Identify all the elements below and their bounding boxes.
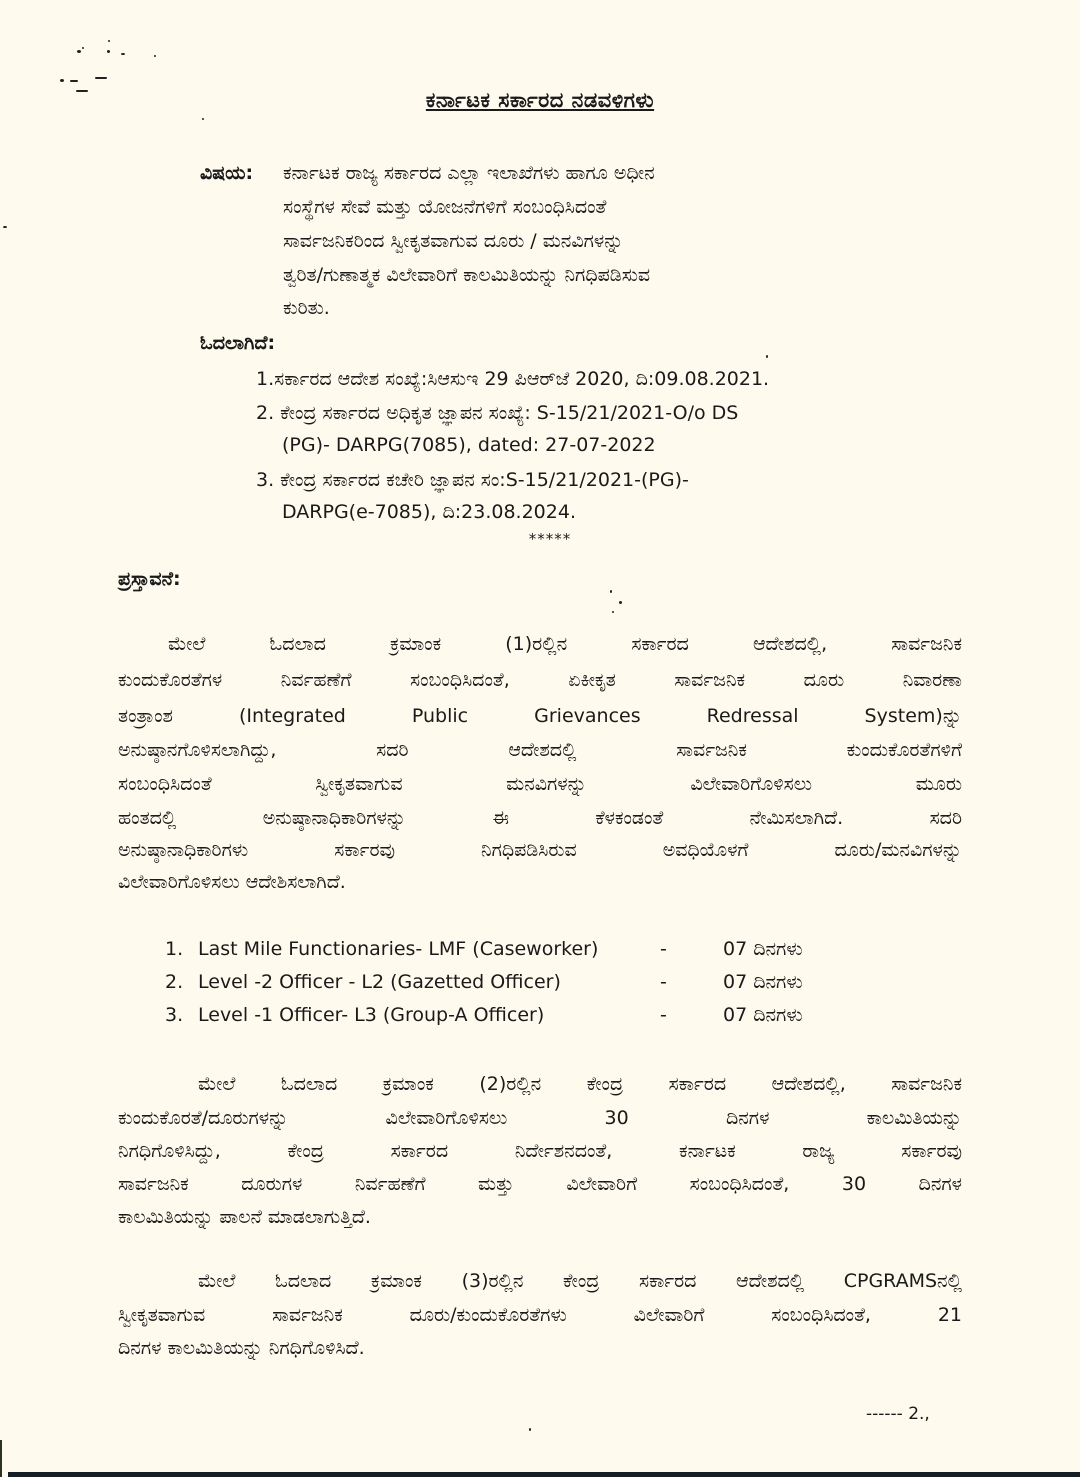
preamble-label: ಪ್ರಸ್ತಾವನೆ: [118, 568, 181, 590]
officer-list-number: 3. [165, 1004, 184, 1026]
references-label: ಓದಲಾಗಿದೆ: [200, 332, 276, 354]
continuation-marker: ------ 2., [866, 1404, 930, 1424]
paragraph-2-line: ನಿಗಧಿಗೊಳಿಸಿದ್ದು, ಕೇಂದ್ರ ಸರ್ಕಾರದ ನಿರ್ದೇಶನದಂತೆ, ಕರ್ನಾಟಕ ರಾಜ್ಯ ಸರ್ಕಾರವು [118, 1140, 962, 1162]
paragraph-2-line: ಕಾಲಮಿತಿಯನ್ನು ಪಾಲನೆ ಮಾಡಲಾಗುತ್ತಿದೆ. [118, 1206, 371, 1228]
subject-line: ಸಾರ್ವಜನಿಕರಿಂದ ಸ್ವೀಕೃತವಾಗುವ ದೂರು / ಮನವಿಗಳನ್ನು [283, 230, 624, 252]
paragraph-3-line: ಸ್ವೀಕೃತವಾಗುವ ಸಾರ್ವಜನಿಕ ದೂರು/ಕುಂದುಕೊರತೆಗಳು ವಿಲೇವಾರಿಗೆ ಸಂಬಂಧಿಸಿದಂತೆ, 21 [118, 1304, 962, 1326]
officer-list-item [165, 936, 803, 962]
subject-line: ಕರ್ನಾಟಕ ರಾಜ್ಯ ಸರ್ಕಾರದ ಎಲ್ಲಾ ಇಲಾಖೆಗಳು ಹಾಗೂ ಅಧೀನ [283, 162, 655, 184]
scan-left-edge [0, 1440, 2, 1477]
officer-list-name: Level -1 Officer- L3 (Group-A Officer) [198, 1004, 545, 1026]
scan-speck [766, 355, 768, 358]
document-title: ಕರ್ನಾಟಕ ಸರ್ಕಾರದ ನಡವಳಿಗಳು [425, 88, 655, 112]
officer-list-item [165, 969, 803, 995]
paragraph-2-line: ಮೇಲೆ ಓದಲಾದ ಕ್ರಮಾಂಕ (2)ರಲ್ಲಿನ ಕೇಂದ್ರ ಸರ್ಕಾರದ ಆದೇಶದಲ್ಲಿ, ಸಾರ್ವಜನಿಕ [198, 1073, 962, 1095]
scan-speck [60, 79, 64, 82]
officer-list-days: 07 ದಿನಗಳು [723, 971, 803, 993]
paragraph-2-line: ಕುಂದುಕೊರತೆ/ದೂರುಗಳನ್ನು ವಿಲೇವಾರಿಗೊಳಿಸಲು 30 ದಿನಗಳ ಕಾಲಮಿತಿಯನ್ನು [118, 1107, 962, 1129]
subject-label: ವಿಷಯ: [200, 162, 254, 184]
officer-list-dash: - [660, 1004, 667, 1026]
scan-speck [154, 55, 156, 57]
scan-speck [70, 80, 78, 82]
paragraph-1-line: ಕುಂದುಕೊರತೆಗಳ ನಿರ್ವಹಣೆಗೆ ಸಂಬಂಧಿಸಿದಂತೆ, ಏಕೀಕೃತ ಸಾರ್ವಜನಿಕ ದೂರು ನಿವಾರಣಾ [118, 669, 962, 691]
reference-item-2: 2. ಕೇಂದ್ರ ಸರ್ಕಾರದ ಅಧಿಕೃತ ಜ್ಞಾಪನ ಸಂಖ್ಯೆ: S-15/21/2021-O/o DS [256, 402, 739, 424]
reference-item-1: 1.ಸರ್ಕಾರದ ಆದೇಶ ಸಂಖ್ಯೆ:ಸಿಆಸುಇ 29 ಪಿಆರ್‌ಜೆ 2020, ದಿ:09.08.2021. [256, 368, 770, 390]
officer-list-item [165, 1002, 803, 1028]
officer-list-name: Level -2 Officer - L2 (Gazetted Officer) [198, 971, 561, 993]
scan-speck [77, 50, 81, 53]
paragraph-1-line: ಅನುಷ್ಠಾನಗೊಳಿಸಲಾಗಿದ್ದು, ಸದರಿ ಆದೇಶದಲ್ಲಿ ಸಾರ್ವಜನಿಕ ಕುಂದುಕೊರತೆಗಳಿಗೆ [118, 739, 962, 761]
reference-item-3: 3. ಕೇಂದ್ರ ಸರ್ಕಾರದ ಕಚೇರಿ ಜ್ಞಾಪನ ಸಂ:S-15/21/2021-(PG)- [256, 469, 689, 491]
paragraph-1-line: ಸಂಬಂಧಿಸಿದಂತೆ ಸ್ವೀಕೃತವಾಗುವ ಮನವಿಗಳನ್ನು ವಿಲೇವಾರಿಗೊಳಿಸಲು ಮೂರು [118, 773, 962, 795]
paragraph-1-line: ಅನುಷ್ಠಾನಾಧಿಕಾರಿಗಳು ಸರ್ಕಾರವು ನಿಗಧಿಪಡಿಸಿರುವ ಅವಧಿಯೊಳಗೆ ದೂರು/ಮನವಿಗಳನ್ನು [118, 839, 962, 861]
scan-speck [529, 1428, 531, 1431]
scan-speck [610, 590, 612, 593]
subject-line: ತ್ವರಿತ/ಗುಣಾತ್ಮಕ ವಿಲೇವಾರಿಗೆ ಕಾಲಮಿತಿಯನ್ನು ನಿಗಧಿಪಡಿಸುವ [283, 264, 651, 286]
officer-list-dash: - [660, 938, 667, 960]
officer-list-number: 2. [165, 971, 184, 993]
paragraph-2-line: ಸಾರ್ವಜನಿಕ ದೂರುಗಳ ನಿರ್ವಹಣೆಗೆ ಮತ್ತು ವಿಲೇವಾರಿಗೆ ಸಂಬಂಧಿಸಿದಂತೆ, 30 ದಿನಗಳ [118, 1173, 962, 1195]
paragraph-3-line: ದಿನಗಳ ಕಾಲಮಿತಿಯನ್ನು ನಿಗಧಿಗೊಳಿಸಿದೆ. [118, 1337, 365, 1359]
officer-list-name: Last Mile Functionaries- LMF (Caseworker) [198, 938, 599, 960]
scan-speck [82, 47, 84, 49]
subject-line: ಸಂಸ್ಥೆಗಳ ಸೇವೆ ಮತ್ತು ಯೋಜನೆಗಳಿಗೆ ಸಂಬಂಧಿಸಿದಂತೆ [283, 196, 607, 218]
scan-speck [121, 53, 125, 55]
paragraph-1-line: ತಂತ್ರಾಂಶ (Integrated Public Grievances Redressal System)ನ್ನು [118, 705, 962, 727]
paragraph-1-line: ಮೇಲೆ ಓದಲಾದ ಕ್ರಮಾಂಕ (1)ರಲ್ಲಿನ ಸರ್ಕಾರದ ಆದೇಶದಲ್ಲಿ, ಸಾರ್ವಜನಿಕ [168, 633, 962, 655]
scan-speck [95, 77, 107, 79]
reference-item-2-cont: (PG)- DARPG(7085), dated: 27-07-2022 [282, 434, 656, 456]
subject-line: ಕುರಿತು. [283, 297, 330, 319]
scan-speck [202, 118, 204, 120]
scan-speck [107, 50, 110, 53]
scan-speck [612, 611, 614, 613]
officer-list-number: 1. [165, 938, 184, 960]
officer-list-dash: - [660, 971, 667, 993]
officer-list-days: 07 ದಿನಗಳು [723, 1004, 803, 1026]
paragraph-1-line: ಹಂತದಲ್ಲಿ ಅನುಷ್ಠಾನಾಧಿಕಾರಿಗಳನ್ನು ಈ ಕೆಳಕಂಡಂತೆ ನೇಮಿಸಲಾಗಿದೆ. ಸದರಿ [118, 807, 962, 829]
separator-stars: ***** [528, 530, 572, 548]
scan-speck [619, 601, 622, 604]
scan-speck [3, 226, 7, 228]
scan-bottom-band [8, 1472, 1080, 1477]
paragraph-1-line: ವಿಲೇವಾರಿಗೊಳಿಸಲು ಆದೇಶಿಸಲಾಗಿದೆ. [118, 871, 346, 893]
paragraph-3-line: ಮೇಲೆ ಓದಲಾದ ಕ್ರಮಾಂಕ (3)ರಲ್ಲಿನ ಕೇಂದ್ರ ಸರ್ಕಾರದ ಆದೇಶದಲ್ಲಿ CPGRAMSನಲ್ಲಿ [198, 1270, 962, 1292]
scan-speck [108, 40, 110, 42]
reference-item-3-cont: DARPG(e-7085), ದಿ:23.08.2024. [282, 501, 576, 523]
officer-list-days: 07 ದಿನಗಳು [723, 938, 803, 960]
